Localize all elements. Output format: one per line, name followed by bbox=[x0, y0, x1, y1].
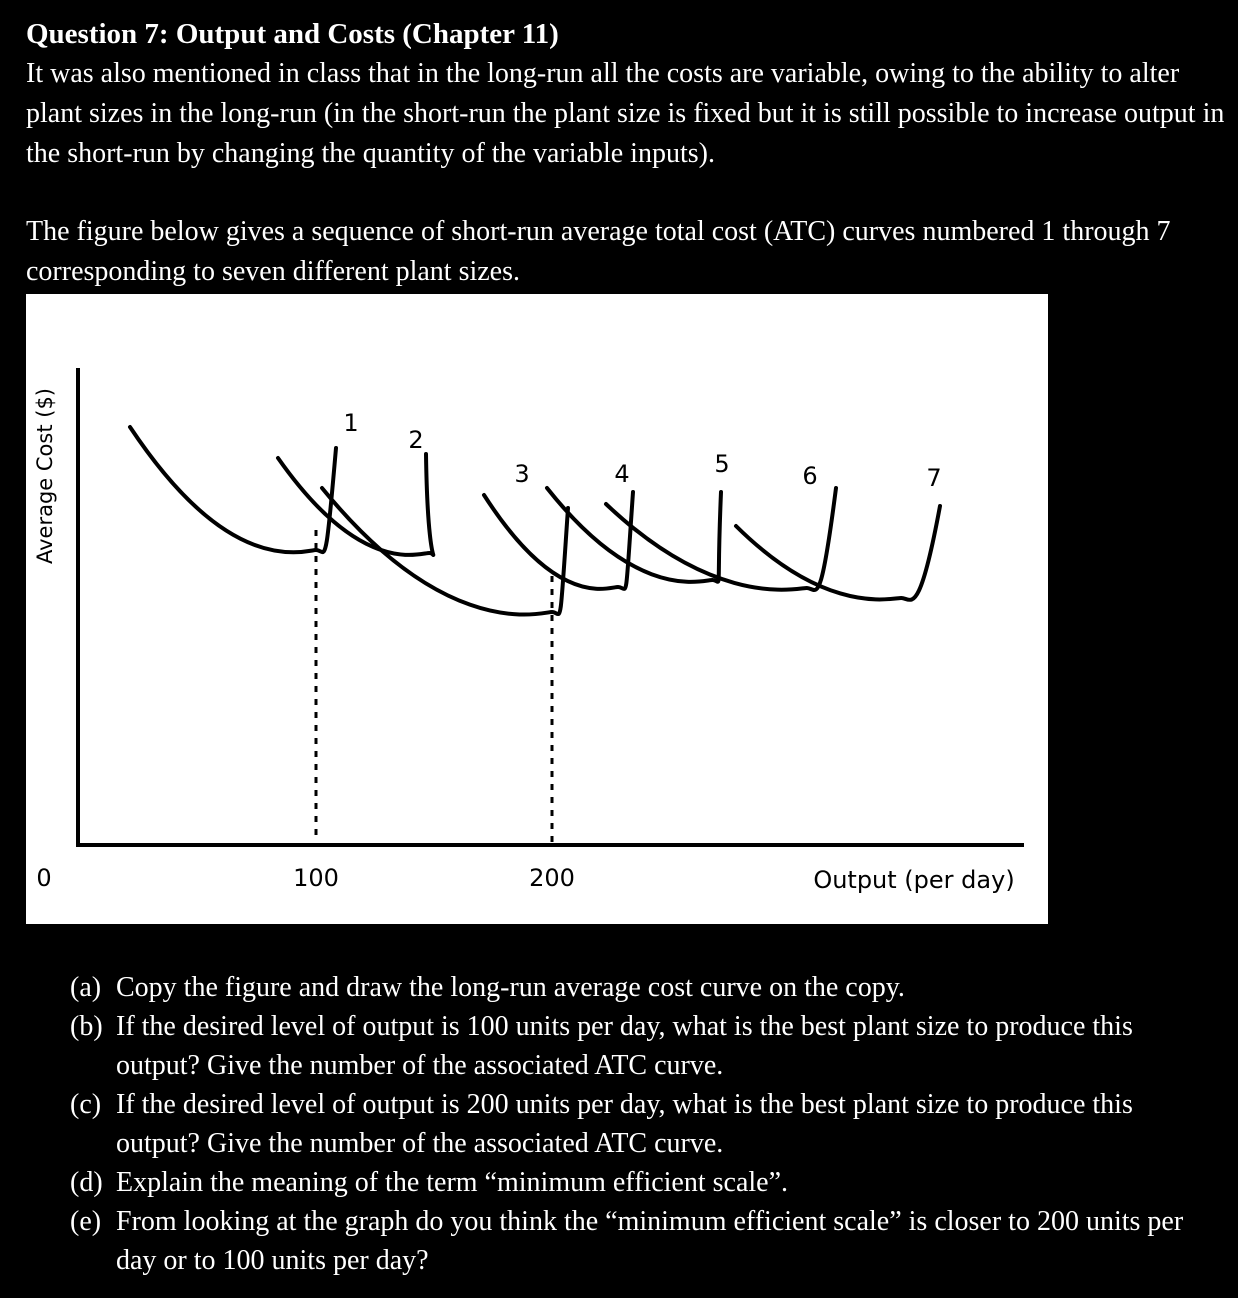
curve-label-7: 7 bbox=[926, 464, 942, 492]
question-text: If the desired level of output is 100 units per day, what is the best plant size to produce this output? Give the number of the associated ATC curve. bbox=[116, 1011, 1133, 1081]
x-tick-label: 200 bbox=[529, 864, 575, 892]
atc-curve-1 bbox=[130, 427, 336, 553]
curve-label-4: 4 bbox=[614, 460, 630, 488]
question-text: Copy the figure and draw the long-run average cost curve on the copy. bbox=[116, 972, 905, 1003]
y-axis-label: Average Cost ($) bbox=[33, 387, 57, 565]
question-label: (a) bbox=[70, 972, 102, 1003]
figure-description: The figure below gives a sequence of short-run average total cost (ATC) curves numbered 1 through 7 corresponding to seven different plant sizes. bbox=[26, 216, 1171, 287]
x-axis-label: Output (per day) bbox=[813, 866, 1015, 894]
question-item bbox=[70, 1163, 1220, 1202]
origin-label: 0 bbox=[36, 864, 52, 892]
curve-label-6: 6 bbox=[802, 462, 818, 490]
question-text: If the desired level of output is 200 units per day, what is the best plant size to produce this output? Give the number of the associated ATC curve. bbox=[116, 1089, 1133, 1159]
question-item bbox=[70, 1202, 1220, 1280]
question-item bbox=[70, 968, 1220, 1007]
atc-curve-2 bbox=[278, 454, 433, 555]
atc-curve-7 bbox=[736, 506, 940, 600]
question-text: From looking at the graph do you think the “minimum efficient scale” is closer to 200 units per day or to 100 units per day? bbox=[116, 1206, 1184, 1276]
question-heading: Question 7: Output and Costs (Chapter 11) bbox=[26, 18, 559, 50]
atc-figure bbox=[26, 294, 1048, 924]
question-text: Explain the meaning of the term “minimum efficient scale”. bbox=[116, 1167, 789, 1198]
curve-label-5: 5 bbox=[714, 450, 730, 478]
atc-curve-3 bbox=[322, 488, 568, 615]
curve-label-1: 1 bbox=[343, 409, 359, 437]
question-list bbox=[70, 968, 1220, 1280]
curve-label-3: 3 bbox=[514, 460, 530, 488]
x-tick-label: 100 bbox=[293, 864, 339, 892]
question-item bbox=[70, 1007, 1220, 1085]
question-label: (c) bbox=[70, 1089, 102, 1120]
intro-paragraph: It was also mentioned in class that in the long-run all the costs are variable, owing to the ability to alter plant sizes in the long-run (in the short-run the plant size is fixed but it is still possible to increase output in the short-run by changing the quantity of the variable inputs). bbox=[26, 58, 1225, 169]
question-item bbox=[70, 1085, 1220, 1163]
atc-chart-svg bbox=[26, 294, 1048, 924]
curve-label-2: 2 bbox=[408, 426, 424, 454]
question-label: (d) bbox=[70, 1167, 103, 1198]
question-label: (e) bbox=[70, 1206, 102, 1237]
question-label: (b) bbox=[70, 1011, 103, 1042]
